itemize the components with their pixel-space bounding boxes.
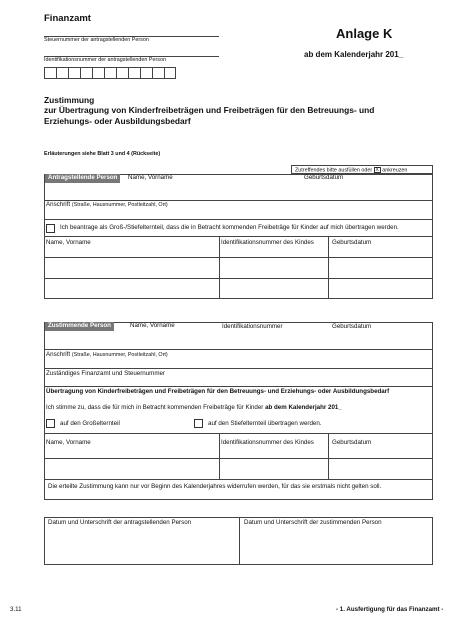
idnr-digit-box[interactable] xyxy=(92,67,104,79)
s2-divider-3 xyxy=(44,386,433,387)
idnr-digit-box[interactable] xyxy=(152,67,164,79)
section1-header: Antragstellende Person xyxy=(45,174,120,183)
s2-anschrift-text: Anschrift xyxy=(46,351,71,358)
form-version: 3.11 xyxy=(10,606,22,613)
s2-col-div-1 xyxy=(219,433,220,479)
idnr-digit-box[interactable] xyxy=(128,67,140,79)
s2-zustimmung-main: Ich stimme zu, dass die für mich in Betracht kommenden Freibeträge für Kinder xyxy=(46,404,264,411)
s2-uebertragung-title: Übertragung von Kinderfreibeträgen und Freibeträgen für den Betreuungs- und Erziehungs- oder Ausbildungsbedarf xyxy=(46,388,390,395)
idnr-digit-box[interactable] xyxy=(164,67,176,79)
s2-divider-1 xyxy=(44,349,433,350)
idnr-digit-box[interactable] xyxy=(56,67,68,79)
s1-anschrift-sub: (Straße, Hausnummer, Postleitzahl, Ort) xyxy=(71,202,168,208)
s1-divider-3 xyxy=(44,236,433,237)
anlage-title: Anlage K xyxy=(336,26,393,41)
s1-antrag-checkbox[interactable] xyxy=(46,224,55,233)
s1-name-label: Name, Vorname xyxy=(128,174,173,181)
title-line-2: zur Übertragung von Kinderfreibeträgen und Freibeträgen für den Betreuungs- und xyxy=(44,105,375,116)
idnr-digit-box[interactable] xyxy=(104,67,116,79)
zutreffendes-post: ankreuzen xyxy=(382,167,408,174)
s2-name-label: Name, Vorname xyxy=(130,322,175,329)
s1-divider-1 xyxy=(44,200,433,201)
s1-kind-row-2[interactable] xyxy=(44,278,433,279)
s2-anschrift-sub: (Straße, Hausnummer, Postleitzahl, Ort) xyxy=(71,352,168,358)
signature-left-label: Datum und Unterschrift der antragstellenden Person xyxy=(48,519,192,526)
idnr-label: Identifikationsnummer der antragstellenden Person xyxy=(44,57,166,63)
s2-geb-label: Geburtsdatum xyxy=(332,323,372,330)
section2-header: Zustimmende Person xyxy=(45,322,114,331)
s2-divider-5 xyxy=(44,479,433,480)
s1-anschrift-label xyxy=(46,202,168,209)
s1-col-div-1 xyxy=(219,236,220,299)
signature-right-label: Datum und Unterschrift der zustimmenden Person xyxy=(244,519,382,526)
title-line-1: Zustimmung xyxy=(44,95,95,105)
s2-zustimmung-text xyxy=(46,405,342,412)
s2-kind-idnr-label: Identifikationsnummer des Kindes xyxy=(221,439,314,446)
s1-antrag-text: Ich beantrage als Groß-/Stiefelternteil, dass die in Betracht kommenden Freibeträge für Kinder auf mich übertragen werden. xyxy=(60,224,399,231)
s2-divider-4 xyxy=(44,433,433,434)
idnr-digit-box[interactable] xyxy=(140,67,152,79)
s1-kind-idnr-label: Identifikationsnummer des Kindes xyxy=(221,239,314,246)
s2-divider-2 xyxy=(44,368,433,369)
s2-finanzamt-label: Zuständiges Finanzamt und Steuernummer xyxy=(46,370,165,377)
s2-col-div-2 xyxy=(328,433,329,479)
s2-kind-name-label: Name, Vorname xyxy=(46,439,91,446)
s2-option-stief: auf den Stiefelternteil übertragen werden. xyxy=(208,420,322,427)
anlage-subtitle: ab dem Kalenderjahr 201_ xyxy=(304,50,404,59)
s2-option-gross: auf den Großelternteil xyxy=(60,420,120,427)
s1-anschrift-text: Anschrift xyxy=(46,201,71,208)
s2-kind-geb-label: Geburtsdatum xyxy=(332,439,372,446)
idnr-digit-box[interactable] xyxy=(44,67,56,79)
s2-idnr-label: Identifikationsnummer xyxy=(222,323,283,330)
cross-example-icon: X xyxy=(375,167,379,173)
finanzamt-label: Finanzamt xyxy=(44,13,91,24)
copy-note: - 1. Ausfertigung für das Finanzamt - xyxy=(336,606,444,613)
s1-col-div-2 xyxy=(328,236,329,299)
erlaeuterungen-note: Erläuterungen siehe Blatt 3 und 4 (Rückseite) xyxy=(44,151,161,157)
idnr-digit-box[interactable] xyxy=(80,67,92,79)
s1-geb-label: Geburtsdatum xyxy=(304,174,344,181)
s2-grosseltern-checkbox[interactable] xyxy=(46,419,55,428)
s1-kind-row-1[interactable] xyxy=(44,257,433,258)
steuernummer-label: Steuernummer der antragstellenden Person xyxy=(44,37,149,43)
zutreffendes-hint xyxy=(291,165,433,174)
signature-divider xyxy=(239,517,240,565)
s2-stiefeltern-checkbox[interactable] xyxy=(194,419,203,428)
s2-anschrift-label xyxy=(46,352,168,359)
zutreffendes-pre: Zutreffendes bitte ausfüllen oder xyxy=(295,167,373,174)
form-title xyxy=(44,95,374,126)
s1-kind-geb-label: Geburtsdatum xyxy=(332,239,372,246)
s2-kind-row-1[interactable] xyxy=(44,458,433,459)
s2-widerruf-text: Die erteilte Zustimmung kann nur vor Beginn des Kalenderjahres widerrufen werden, für das sie erstmals nicht gelten soll. xyxy=(48,483,382,490)
idnr-digit-box[interactable] xyxy=(68,67,80,79)
s2-zustimmung-year: ab dem Kalenderjahr 201_ xyxy=(265,404,342,411)
s1-kind-name-label: Name, Vorname xyxy=(46,239,91,246)
s1-divider-2 xyxy=(44,219,433,220)
title-line-3: Erziehungs- oder Ausbildungsbedarf xyxy=(44,115,191,126)
idnr-digit-box[interactable] xyxy=(116,67,128,79)
